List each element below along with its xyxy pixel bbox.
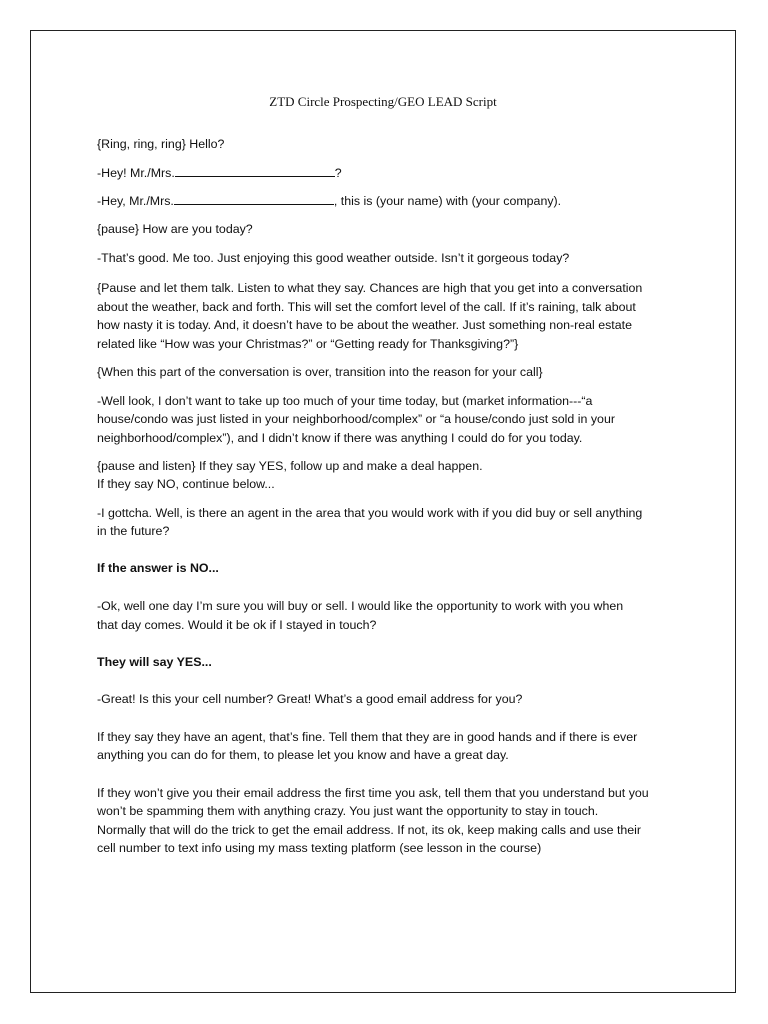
document-title: ZTD Circle Prospecting/GEO LEAD Script — [269, 94, 497, 109]
paragraph-line: -Well look, I don’t want to take up too much of your time today, but (market information---“a — [97, 394, 593, 408]
paragraph-line: -I gottcha. Well, is there an agent in the area that you would work with if you did buy or sell anything — [97, 506, 643, 520]
paragraph-line: how nasty it is today. And, it doesn’t have to be about the weather. Just something non-real estate — [97, 318, 632, 332]
paragraph-line: neighborhood/complex”), and I didn’t know if there was anything I could do for you today. — [97, 431, 583, 445]
paragraph-line: cell number to text info using my mass texting platform (see lesson in the course) — [97, 841, 542, 855]
paragraph-line: anything you can do for them, to please let you know and have a great day. — [97, 748, 509, 762]
script-line-pause: {pause} How are you today? — [97, 222, 253, 236]
name-blank — [175, 164, 335, 177]
document-page — [30, 30, 736, 993]
heading-say-yes: They will say YES... — [97, 655, 212, 669]
paragraph-line: related like “How was your Christmas?” or “Getting ready for Thanksgiving?”} — [97, 337, 519, 351]
greeting-question: ? — [334, 166, 342, 180]
paragraph-line: If they won’t give you their email address the first time you ask, tell them that you understand but you — [97, 786, 649, 800]
script-line-weather: -That’s good. Me too. Just enjoying this good weather outside. Isn’t it gorgeous today? — [97, 251, 570, 265]
paragraph-line: about the weather, back and forth. This will set the comfort level of the call. If it’s raining, talk about — [97, 300, 636, 314]
paragraph-line: {pause and listen} If they say YES, follow up and make a deal happen. — [97, 459, 483, 473]
script-line-ring: {Ring, ring, ring} Hello? — [97, 137, 225, 151]
paragraph-line: Normally that will do the trick to get the email address. If not, its ok, keep making calls and use their — [97, 823, 642, 837]
intro-rest: , this is (your name) with (your company). — [333, 194, 562, 208]
paragraph-line: house/condo was just listed in your neighborhood/complex” or “a house/condo just sold in your — [97, 412, 615, 426]
heading-answer-no: If the answer is NO... — [97, 561, 219, 575]
script-line-email: -Great! Is this your cell number? Great! What’s a good email address for you? — [97, 692, 523, 706]
paragraph-line: in the future? — [97, 524, 170, 538]
paragraph-line: If they say NO, continue below... — [97, 477, 275, 491]
paragraph-line: {Pause and let them talk. Listen to what they say. Chances are high that you get into a conversation — [97, 281, 643, 295]
script-line-greeting — [97, 164, 687, 183]
script-line-intro — [97, 192, 687, 211]
greeting-text: -Hey! Mr./Mrs. — [97, 166, 175, 180]
paragraph-line: that day comes. Would it be ok if I stayed in touch? — [97, 618, 377, 632]
name-blank — [174, 192, 334, 205]
paragraph-line: If they say they have an agent, that’s fine. Tell them that they are in good hands and if there is ever — [97, 730, 638, 744]
paragraph-line: -Ok, well one day I’m sure you will buy or sell. I would like the opportunity to work with you when — [97, 599, 624, 613]
intro-text: -Hey, Mr./Mrs. — [97, 194, 174, 208]
script-line-transition: {When this part of the conversation is over, transition into the reason for your call} — [97, 365, 543, 379]
paragraph-line: won’t be spamming them with anything crazy. You just want the opportunity to stay in touch. — [97, 804, 599, 818]
